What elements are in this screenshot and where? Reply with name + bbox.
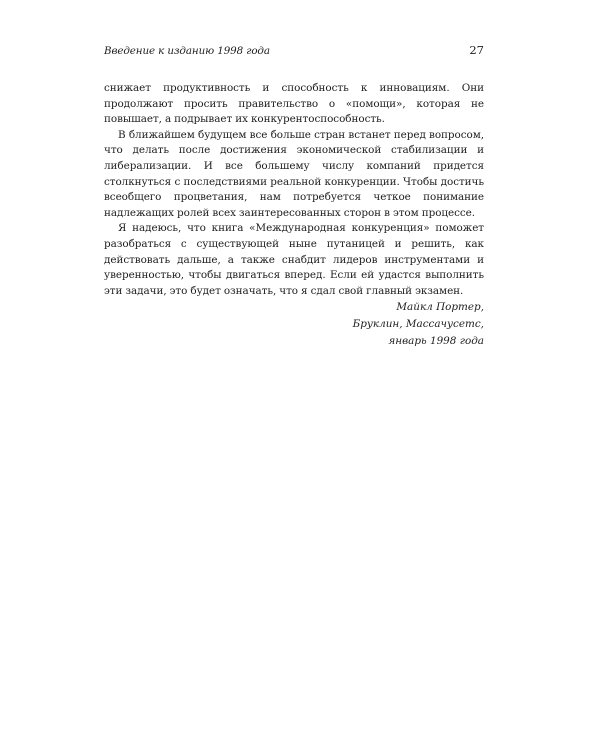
signature-author: Майкл Портер, xyxy=(396,301,484,314)
signature-date: январь 1998 года xyxy=(388,335,484,348)
book-page xyxy=(104,0,484,750)
paragraph-future-countries: В ближайшем будущем все больше стран встанет перед вопросом, что делать после достижения экономической стабилизации и либерализации. И все большему числу компаний придется столкнуться с последствиями реальной конкуренции. Чтобы достичь всеобщего процветания, нам потребуется четкое понимание надлежащих ролей всех заинтересованных сторон в этом процессе. xyxy=(104,128,484,219)
paragraph-book-hope: Я надеюсь, что книга «Международная конкуренция» поможет разобраться с существующей ныне путаницей и решить, как действовать дальше, а также снабдит лидеров инструментами и уверенностью, чтобы двигаться вперед. Если ей удастся выполнить эти задачи, это будет означать, что я сдал свой главный экзамен. xyxy=(104,222,484,297)
running-header-title: Введение к изданию 1998 года xyxy=(104,45,270,57)
paragraph-continued: снижает продуктивность и способность к инновациям. Они продолжают просить правительство о «помощи», которая не повышает, а подрывает их конкурентоспособность. xyxy=(104,82,484,126)
body-text xyxy=(104,81,484,350)
page-number: 27 xyxy=(469,43,484,57)
running-header xyxy=(104,44,484,60)
signature-place: Бруклин, Массачусетс, xyxy=(352,318,484,331)
signature-block xyxy=(104,299,484,350)
